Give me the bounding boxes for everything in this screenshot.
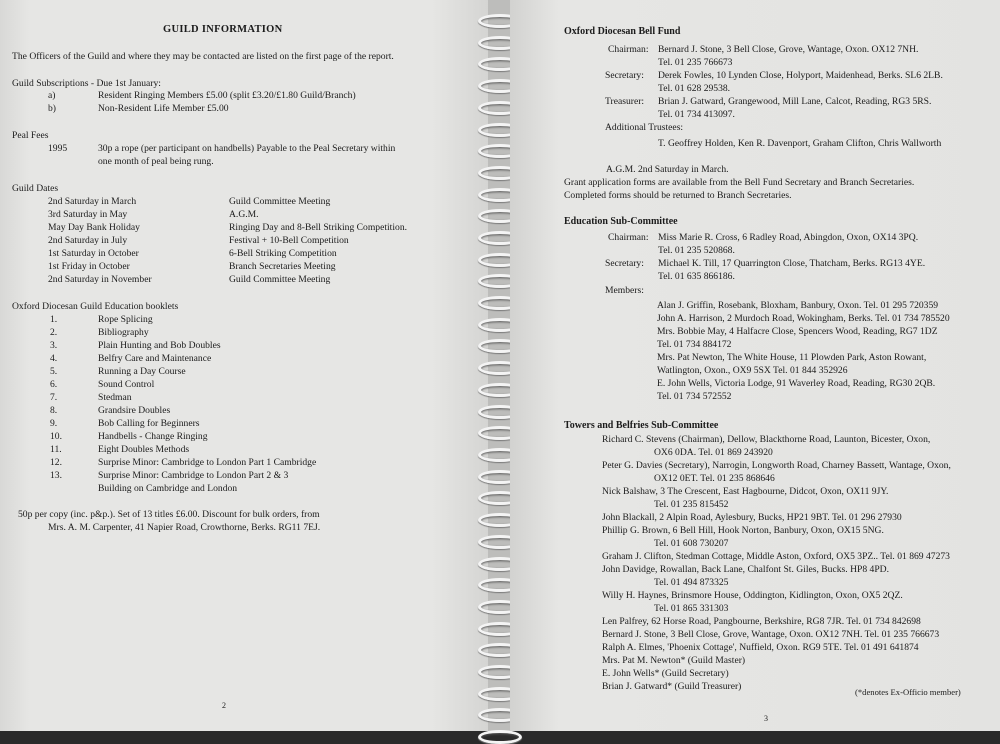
contact-line: Bernard J. Stone, 3 Bell Close, Grove, Wantage, Oxon. OX12 7NH. bbox=[658, 44, 919, 55]
tower-member-line: Peter G. Davies (Secretary), Narrogin, Longworth Road, Charney Bassett, Wantage, Oxon, bbox=[602, 460, 951, 471]
role-label: Chairman: bbox=[608, 44, 649, 55]
date-event: Branch Secretaries Meeting bbox=[229, 261, 336, 272]
intro-text: The Officers of the Guild and where they may be contacted are listed on the first page of the report. bbox=[12, 51, 394, 62]
contact-line: Derek Fowles, 10 Lynden Close, Holyport, Maidenhead, Berks. SL6 2LB. bbox=[658, 70, 943, 81]
role-label: Secretary: bbox=[605, 258, 644, 269]
date-when: 1st Saturday in October bbox=[48, 248, 139, 259]
date-when: 2nd Saturday in November bbox=[48, 274, 152, 285]
booklet-number: 3. bbox=[50, 340, 58, 351]
booklet-title: Eight Doubles Methods bbox=[98, 444, 190, 455]
role-label: Additional Trustees: bbox=[605, 122, 684, 133]
booklet-title: Sound Control bbox=[98, 379, 155, 390]
role-label: Members: bbox=[605, 285, 644, 296]
page-number: 2 bbox=[222, 701, 226, 710]
contact-line: Michael K. Till, 17 Quarrington Close, Thatcham, Berks. RG13 4YE. bbox=[658, 258, 926, 269]
booklet-number: 12. bbox=[50, 457, 62, 468]
booklet-title: Surprise Minor: Cambridge to London Part 2 & 3 bbox=[98, 470, 289, 481]
contact-line: Tel. 01 635 866186. bbox=[658, 271, 735, 282]
order-info: 50p per copy (inc. p&p.). Set of 13 titles £6.00. Discount for bulk orders, from bbox=[18, 509, 320, 520]
ex-officio-footnote: (*denotes Ex-Officio member) bbox=[855, 687, 961, 697]
tower-member-line: Len Palfrey, 62 Horse Road, Pangbourne, Berkshire, RG8 7JR. Tel. 01 734 842698 bbox=[602, 616, 921, 627]
tower-member-line: Graham J. Clifton, Stedman Cottage, Middle Aston, Oxford, OX5 3PZ.. Tel. 01 869 47273 bbox=[602, 551, 950, 562]
contact-line: Brian J. Gatward, Grangewood, Mill Lane, Calcot, Reading, RG3 5RS. bbox=[658, 96, 932, 107]
tower-member-line: Richard C. Stevens (Chairman), Dellow, Blackthorne Road, Launton, Bicester, Oxon, bbox=[602, 434, 931, 445]
subscription-key: a) bbox=[48, 90, 56, 101]
date-when: 1st Friday in October bbox=[48, 261, 130, 272]
booklet-number: 13. bbox=[50, 470, 62, 481]
booklet-title: Stedman bbox=[98, 392, 132, 403]
member-line: Mrs. Bobbie May, 4 Halfacre Close, Spencers Wood, Reading, RG7 1DZ bbox=[657, 326, 938, 337]
contact-line: Tel. 01 734 413097. bbox=[658, 109, 735, 120]
booklet-title: Plain Hunting and Bob Doubles bbox=[98, 340, 221, 351]
booklet-title-continued: Building on Cambridge and London bbox=[98, 483, 238, 494]
booklet-number: 8. bbox=[50, 405, 58, 416]
right-page bbox=[510, 0, 1000, 731]
tower-member-line: Ralph A. Elmes, 'Phoenix Cottage', Nuffield, Oxon. RG9 5TE. Tel. 01 491 641874 bbox=[602, 642, 919, 653]
booklet-number: 9. bbox=[50, 418, 58, 429]
tower-member-line: Tel. 01 865 331303 bbox=[654, 603, 729, 614]
member-line: Tel. 01 734 572552 bbox=[657, 391, 732, 402]
booklet-title: Handbells - Change Ringing bbox=[98, 431, 208, 442]
booklet-number: 7. bbox=[50, 392, 58, 403]
grant-info: Grant application forms are available from the Bell Fund Secretary and Branch Secretaries. bbox=[564, 177, 915, 188]
peal-fee-text: 30p a rope (per participant on handbells) Payable to the Peal Secretary within bbox=[98, 143, 396, 154]
booklet-title: Belfry Care and Maintenance bbox=[98, 353, 212, 364]
date-event: Guild Committee Meeting bbox=[229, 274, 331, 285]
booklet-number: 4. bbox=[50, 353, 58, 364]
bell-fund-agm: A.G.M. 2nd Saturday in March. bbox=[606, 164, 729, 175]
tower-member-line: Tel. 01 608 730207 bbox=[654, 538, 729, 549]
booklet-title: Grandsire Doubles bbox=[98, 405, 171, 416]
date-event: Festival + 10-Bell Competition bbox=[229, 235, 349, 246]
left-page bbox=[0, 0, 490, 731]
tower-member-line: E. John Wells* (Guild Secretary) bbox=[602, 668, 729, 679]
page-title: GUILD INFORMATION bbox=[163, 24, 283, 35]
booklet-title: Rope Splicing bbox=[98, 314, 153, 325]
contact-line: Tel. 01 235 766673 bbox=[658, 57, 733, 68]
tower-member-line: OX6 0DA. Tel. 01 869 243920 bbox=[654, 447, 773, 458]
tower-member-line: Phillip G. Brown, 6 Bell Hill, Hook Norton, Banbury, Oxon, OX15 5NG. bbox=[602, 525, 884, 536]
tower-member-line: John Davidge, Rowallan, Back Lane, Chalfont St. Giles, Bucks. HP8 4PD. bbox=[602, 564, 889, 575]
bell-fund-heading: Oxford Diocesan Bell Fund bbox=[564, 26, 681, 37]
tower-member-line: John Blackall, 2 Alpin Road, Aylesbury, Bucks, HP21 9BT. Tel. 01 296 27930 bbox=[602, 512, 902, 523]
peal-fees-heading: Peal Fees bbox=[12, 130, 49, 141]
order-address: Mrs. A. M. Carpenter, 41 Napier Road, Crowthorne, Berks. RG11 7EJ. bbox=[48, 522, 321, 533]
date-event: A.G.M. bbox=[229, 209, 259, 220]
booklets-heading: Oxford Diocesan Guild Education booklets bbox=[12, 301, 179, 312]
spiral-coil bbox=[478, 730, 522, 744]
page-number: 3 bbox=[764, 714, 768, 723]
date-when: 2nd Saturday in July bbox=[48, 235, 128, 246]
subscriptions-heading: Guild Subscriptions - Due 1st January: bbox=[12, 78, 161, 89]
booklet-number: 11. bbox=[50, 444, 62, 455]
tower-member-line: Willy H. Haynes, Brinsmore House, Oddington, Kidlington, Oxon, OX5 2QZ. bbox=[602, 590, 903, 601]
subscription-text: Resident Ringing Members £5.00 (split £3.20/£1.80 Guild/Branch) bbox=[98, 90, 356, 101]
booklet-title: Running a Day Course bbox=[98, 366, 186, 377]
guild-dates-heading: Guild Dates bbox=[12, 183, 59, 194]
tower-member-line: Tel. 01 235 815452 bbox=[654, 499, 729, 510]
booklet-title: Bob Calling for Beginners bbox=[98, 418, 200, 429]
booklet-number: 10. bbox=[50, 431, 62, 442]
member-line: Watlington, Oxon., OX9 5SX Tel. 01 844 352926 bbox=[657, 365, 848, 376]
date-event: Guild Committee Meeting bbox=[229, 196, 331, 207]
tower-member-line: Bernard J. Stone, 3 Bell Close, Grove, Wantage, Oxon. OX12 7NH. Tel. 01 235 766673 bbox=[602, 629, 940, 640]
contact-line: Tel. 01 628 29538. bbox=[658, 83, 731, 94]
member-line: Mrs. Pat Newton, The White House, 11 Plowden Park, Aston Rowant, bbox=[657, 352, 927, 363]
peal-year: 1995 bbox=[48, 143, 68, 154]
peal-fee-text: one month of peal being rung. bbox=[98, 156, 214, 167]
tower-member-line: Tel. 01 494 873325 bbox=[654, 577, 729, 588]
date-when: 2nd Saturday in March bbox=[48, 196, 137, 207]
tower-member-line: Brian J. Gatward* (Guild Treasurer) bbox=[602, 681, 742, 692]
booklet-number: 1. bbox=[50, 314, 58, 325]
date-event: Ringing Day and 8-Bell Striking Competition. bbox=[229, 222, 408, 233]
towers-heading: Towers and Belfries Sub-Committee bbox=[564, 420, 719, 431]
role-label: Secretary: bbox=[605, 70, 644, 81]
education-heading: Education Sub-Committee bbox=[564, 216, 678, 227]
subscription-key: b) bbox=[48, 103, 56, 114]
member-line: Alan J. Griffin, Rosebank, Bloxham, Banbury, Oxon. Tel. 01 295 720359 bbox=[657, 300, 939, 311]
member-line: Tel. 01 734 884172 bbox=[657, 339, 732, 350]
booklet-number: 6. bbox=[50, 379, 58, 390]
role-label: Treasurer: bbox=[605, 96, 645, 107]
booklet-number: 2. bbox=[50, 327, 58, 338]
contact-line: Tel. 01 235 520868. bbox=[658, 245, 735, 256]
date-when: May Day Bank Holiday bbox=[48, 222, 140, 233]
member-line: John A. Harrison, 2 Murdoch Road, Wokingham, Berks. Tel. 01 734 785520 bbox=[657, 313, 950, 324]
subscription-text: Non-Resident Life Member £5.00 bbox=[98, 103, 229, 114]
trustees-list: T. Geoffrey Holden, Ken R. Davenport, Graham Clifton, Chris Wallworth bbox=[658, 138, 942, 149]
tower-member-line: Mrs. Pat M. Newton* (Guild Master) bbox=[602, 655, 746, 666]
role-label: Chairman: bbox=[608, 232, 649, 243]
contact-line: Miss Marie R. Cross, 6 Radley Road, Abingdon, Oxon, OX14 3PQ. bbox=[658, 232, 919, 243]
member-line: E. John Wells, Victoria Lodge, 91 Waverley Road, Reading, RG30 2QB. bbox=[657, 378, 936, 389]
tower-member-line: Nick Balshaw, 3 The Crescent, East Hagbourne, Didcot, Oxon, OX11 9JY. bbox=[602, 486, 889, 497]
booklet-title: Surprise Minor: Cambridge to London Part 1 Cambridge bbox=[98, 457, 317, 468]
booklet-title: Bibliography bbox=[98, 327, 149, 338]
booklet-number: 5. bbox=[50, 366, 58, 377]
date-when: 3rd Saturday in May bbox=[48, 209, 128, 220]
date-event: 6-Bell Striking Competition bbox=[229, 248, 337, 259]
tower-member-line: OX12 0ET. Tel. 01 235 868646 bbox=[654, 473, 775, 484]
grant-info: Completed forms should be returned to Branch Secretaries. bbox=[564, 190, 792, 201]
